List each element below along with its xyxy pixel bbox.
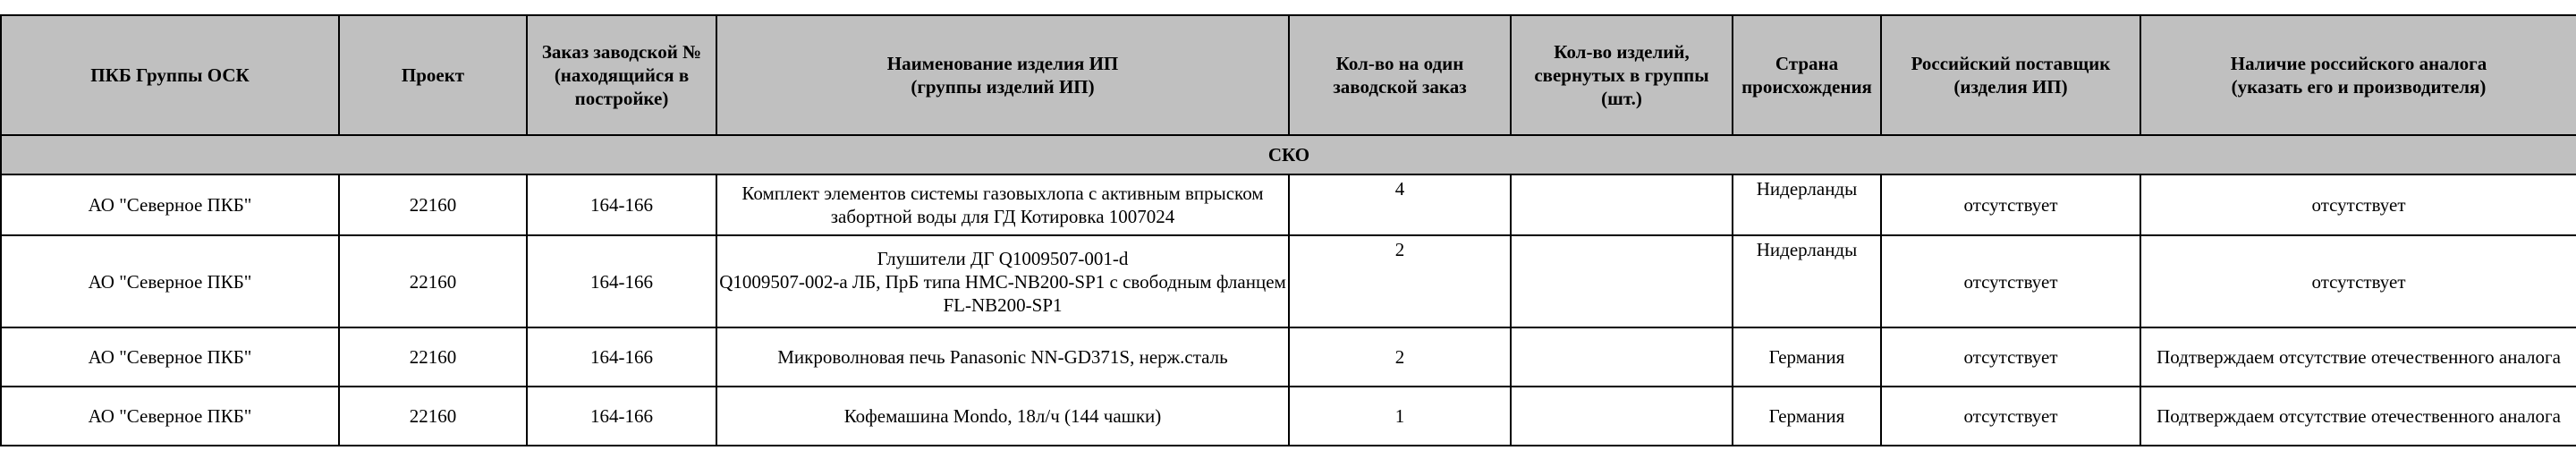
header-russian-analog: Наличие российского аналога (указать его и производителя)	[2140, 15, 2576, 135]
table-row	[1, 174, 2576, 235]
cell-qty-per-order: 4	[1289, 174, 1511, 235]
header-qty-grouped: Кол-во изделий, свернутых в группы (шт.)	[1511, 15, 1733, 135]
cell-russian-analog: отсутствует	[2140, 235, 2576, 327]
cell-product-name: Глушители ДГ Q1009507-001-d Q1009507-002-а ЛБ, ПрБ типа HMC-NB200-SP1 с свободным фланцем FL-NB200-SP1	[716, 235, 1289, 327]
cell-country: Нидерланды	[1733, 235, 1881, 327]
items-table	[0, 14, 2576, 446]
table-row	[1, 235, 2576, 327]
section-row	[1, 135, 2576, 174]
header-qty-per-order: Кол-во на один заводской заказ	[1289, 15, 1511, 135]
cell-qty-per-order: 2	[1289, 327, 1511, 387]
header-country: Страна происхождения	[1733, 15, 1881, 135]
cell-qty-grouped	[1511, 387, 1733, 446]
cell-order: 164-166	[527, 235, 716, 327]
table-row	[1, 387, 2576, 446]
cell-qty-grouped	[1511, 174, 1733, 235]
cell-project: 22160	[339, 387, 527, 446]
header-product-name: Наименование изделия ИП (группы изделий ИП)	[716, 15, 1289, 135]
cell-product-name: Микроволновая печь Panasonic NN-GD371S, нерж.сталь	[716, 327, 1289, 387]
cell-pkb: АО "Северное ПКБ"	[1, 235, 339, 327]
cell-pkb: АО "Северное ПКБ"	[1, 174, 339, 235]
cell-russian-supplier: отсутствует	[1881, 327, 2140, 387]
cell-order: 164-166	[527, 174, 716, 235]
cell-russian-supplier: отсутствует	[1881, 387, 2140, 446]
cell-russian-analog: отсутствует	[2140, 174, 2576, 235]
header-pkb: ПКБ Группы ОСК	[1, 15, 339, 135]
cell-qty-per-order: 2	[1289, 235, 1511, 327]
cell-country: Германия	[1733, 387, 1881, 446]
cell-product-name: Комплект элементов системы газовыхлопа с активным впрыском забортной воды для ГД Котировка 1007024	[716, 174, 1289, 235]
cell-order: 164-166	[527, 387, 716, 446]
header-russian-supplier: Российский поставщик (изделия ИП)	[1881, 15, 2140, 135]
cell-project: 22160	[339, 174, 527, 235]
cell-project: 22160	[339, 327, 527, 387]
header-order: Заказ заводской № (находящийся в постройке)	[527, 15, 716, 135]
cell-qty-grouped	[1511, 235, 1733, 327]
cell-russian-analog: Подтверждаем отсутствие отечественного аналога	[2140, 327, 2576, 387]
cell-country: Германия	[1733, 327, 1881, 387]
cell-order: 164-166	[527, 327, 716, 387]
cell-pkb: АО "Северное ПКБ"	[1, 387, 339, 446]
cell-qty-grouped	[1511, 327, 1733, 387]
table-row	[1, 327, 2576, 387]
header-row	[1, 15, 2576, 135]
cell-country: Нидерланды	[1733, 174, 1881, 235]
cell-russian-supplier: отсутствует	[1881, 174, 2140, 235]
cell-qty-per-order: 1	[1289, 387, 1511, 446]
cell-project: 22160	[339, 235, 527, 327]
section-title: СКО	[1, 135, 2576, 174]
cell-pkb: АО "Северное ПКБ"	[1, 327, 339, 387]
cell-russian-supplier: отсутствует	[1881, 235, 2140, 327]
cell-russian-analog: Подтверждаем отсутствие отечественного аналога	[2140, 387, 2576, 446]
header-project: Проект	[339, 15, 527, 135]
cell-product-name: Кофемашина Mondo, 18л/ч (144 чашки)	[716, 387, 1289, 446]
